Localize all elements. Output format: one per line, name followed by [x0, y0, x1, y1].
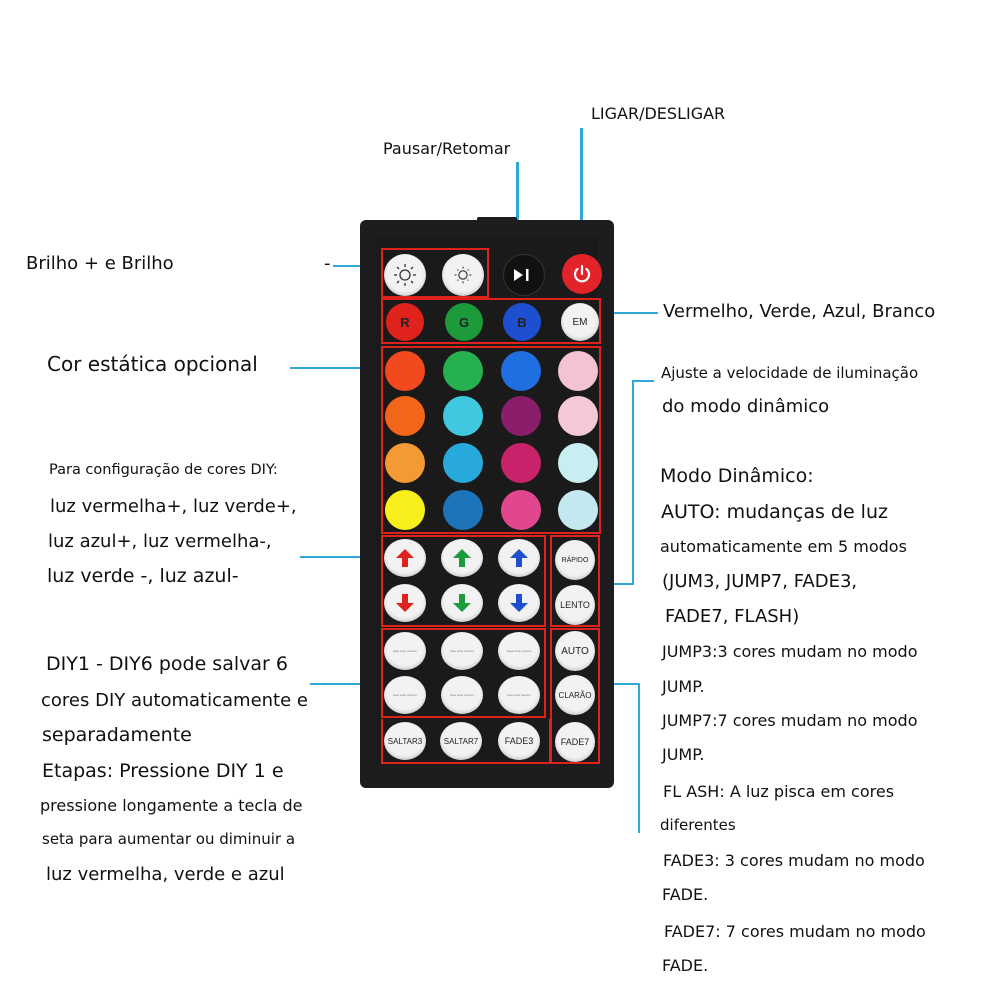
label-diy-save: Etapas: Pressione DIY 1 e — [42, 760, 284, 782]
label-diy-save: luz vermelha, verde e azul — [46, 864, 285, 885]
label-dynamic: automaticamente em 5 modos — [660, 537, 907, 556]
white-button[interactable]: EM — [561, 303, 599, 341]
label-diy-cfg: luz azul+, luz vermelha-, — [48, 531, 272, 552]
callout-line-speed-top — [632, 380, 654, 382]
label-dynamic: FADE7: 7 cores mudam no modo — [664, 922, 926, 941]
label-dynamic: FL ASH: A luz pisca em cores — [663, 782, 895, 801]
label-diy-cfg: Para configuração de cores DIY: — [49, 462, 278, 478]
blue-button[interactable]: B — [503, 303, 541, 341]
play-pause-icon — [512, 267, 536, 283]
color-grid-highlight-box — [381, 346, 601, 534]
label-brightness-dash: - — [324, 253, 331, 274]
label-dynamic: JUMP. — [662, 745, 705, 764]
mode-highlight-box — [550, 628, 600, 764]
speed-highlight-box — [550, 535, 600, 627]
diy-button[interactable]: Faça você mesmo — [498, 632, 540, 670]
label-diy-save: seta para aumentar ou diminuir a — [42, 830, 296, 848]
label-dynamic: FADE. — [662, 885, 709, 904]
jump3-button[interactable]: SALTAR3 — [384, 722, 426, 760]
label-diy-save: separadamente — [42, 724, 192, 746]
red-button[interactable]: R — [386, 303, 424, 341]
diy-button[interactable]: faça você mesmo — [498, 676, 540, 714]
play-pause-button[interactable] — [503, 254, 545, 296]
label-brightness: Brilho + e Brilho — [26, 253, 174, 274]
fade7-button[interactable]: FADE7 — [555, 722, 595, 762]
bottom-highlight-box — [381, 719, 551, 764]
label-diy-save: cores DIY automaticamente e — [41, 690, 308, 711]
label-dynamic: JUMP3:3 cores mudam no modo — [662, 642, 918, 661]
power-button[interactable] — [562, 254, 602, 294]
diy-button[interactable]: faça você mesmo — [384, 632, 426, 670]
flash-button[interactable]: CLARÃO — [555, 675, 595, 715]
label-diy-save: pressione longamente a tecla de — [40, 796, 303, 815]
power-icon — [571, 263, 593, 285]
label-static-color: Cor estática opcional — [47, 352, 258, 376]
label-dynamic: diferentes — [660, 816, 736, 834]
jump7-button[interactable]: SALTAR7 — [440, 722, 482, 760]
label-pause: Pausar/Retomar — [383, 139, 511, 158]
speed-slow-button[interactable]: LENTO — [555, 585, 595, 625]
label-speed-1: Ajuste a velocidade de iluminação — [661, 364, 919, 382]
label-dynamic: FADE. — [662, 956, 709, 975]
diy-button[interactable]: faça você mesmo — [384, 676, 426, 714]
label-dynamic: Modo Dinâmico: — [660, 465, 814, 487]
green-button[interactable]: G — [445, 303, 483, 341]
label-diy-save: DIY1 - DIY6 pode salvar 6 — [46, 653, 288, 675]
label-dynamic: AUTO: mudanças de luz — [661, 501, 888, 523]
label-diy-cfg: luz vermelha+, luz verde+, — [50, 496, 297, 517]
arrow-highlight-box — [381, 535, 546, 627]
rgbw-highlight-box — [381, 298, 601, 344]
diy-button[interactable]: faça você mesmo — [441, 676, 483, 714]
label-power: LIGAR/DESLIGAR — [591, 104, 726, 123]
label-dynamic: JUMP. — [662, 677, 705, 696]
label-dynamic: FADE7, FLASH) — [665, 606, 800, 627]
label-rgbw: Vermelho, Verde, Azul, Branco — [663, 301, 936, 322]
brightness-highlight-box — [381, 248, 489, 298]
diy-highlight-box — [381, 628, 546, 718]
callout-line-speed-v — [632, 381, 634, 585]
fade3-button[interactable]: FADE3 — [498, 722, 540, 760]
callout-line-dynamic-v — [638, 683, 640, 833]
auto-button[interactable]: AUTO — [555, 631, 595, 671]
label-dynamic: FADE3: 3 cores mudam no modo — [663, 851, 925, 870]
label-diy-cfg: luz verde -, luz azul- — [47, 565, 239, 587]
diy-button[interactable]: faça você mesmo — [441, 632, 483, 670]
label-speed-2: do modo dinâmico — [662, 396, 830, 417]
speed-fast-button[interactable]: RÁPIDO — [555, 540, 595, 580]
label-dynamic: JUMP7:7 cores mudam no modo — [662, 711, 918, 730]
label-dynamic: (JUM3, JUMP7, FADE3, — [662, 571, 858, 592]
